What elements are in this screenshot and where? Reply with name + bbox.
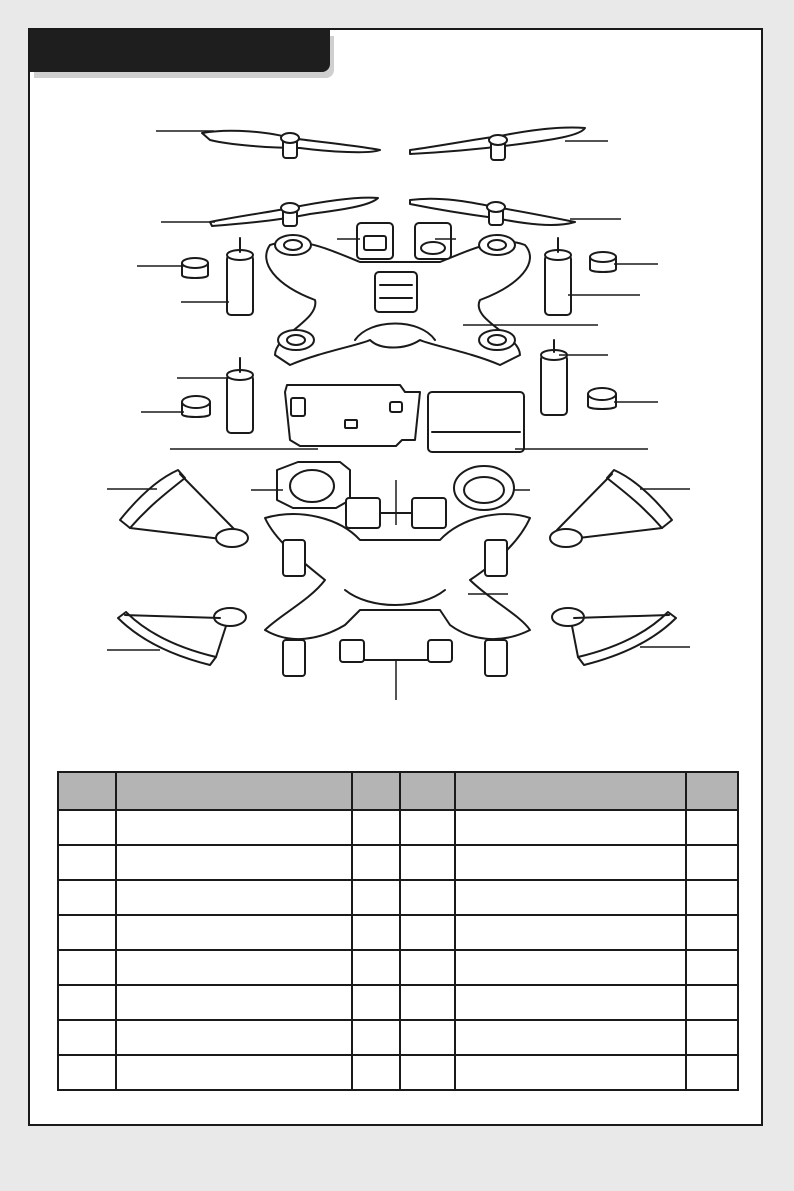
table-cell <box>352 880 400 915</box>
header-no-left <box>58 772 116 810</box>
lens-ring <box>454 466 514 510</box>
table-cell <box>400 985 455 1020</box>
connector-clip-left <box>357 223 393 259</box>
table-row <box>58 810 738 845</box>
table-cell <box>58 880 116 915</box>
table-cell <box>455 880 686 915</box>
table-cell <box>455 950 686 985</box>
table-cell <box>352 810 400 845</box>
landing-skid-left <box>118 608 246 665</box>
table-cell <box>58 810 116 845</box>
table-cell <box>352 845 400 880</box>
table-cell <box>116 985 352 1020</box>
table-cell <box>686 1020 738 1055</box>
table-cell <box>116 1055 352 1090</box>
table-cell <box>686 845 738 880</box>
table-cell <box>455 845 686 880</box>
table-row <box>58 1020 738 1055</box>
table-cell <box>455 1020 686 1055</box>
table-cell <box>116 1020 352 1055</box>
motor-ring-left <box>182 258 208 278</box>
parts-table <box>57 771 739 1091</box>
table-cell <box>352 1055 400 1090</box>
table-row <box>58 1055 738 1090</box>
table-cell <box>58 1020 116 1055</box>
propeller-mid-left <box>210 198 378 226</box>
table-header-row <box>58 772 738 810</box>
table-cell <box>686 810 738 845</box>
table-cell <box>400 915 455 950</box>
header-no-right <box>400 772 455 810</box>
camera-housing <box>277 462 350 508</box>
table-cell <box>352 950 400 985</box>
table-cell <box>58 985 116 1020</box>
motor-left-lower <box>227 358 253 433</box>
table-cell <box>686 1055 738 1090</box>
table-cell <box>58 845 116 880</box>
table-cell <box>455 985 686 1020</box>
propeller-mid-right <box>410 199 575 225</box>
table-cell <box>352 915 400 950</box>
table-cell <box>58 915 116 950</box>
motor-ring-right <box>590 252 616 272</box>
table-row <box>58 985 738 1020</box>
table-cell <box>455 1055 686 1090</box>
table-cell <box>686 985 738 1020</box>
motor-left-upper <box>227 238 253 315</box>
motor-ring-left-lower <box>182 396 210 417</box>
canopy-top-shell <box>266 235 530 365</box>
table-cell <box>455 810 686 845</box>
table-cell <box>455 915 686 950</box>
table-cell <box>400 950 455 985</box>
table-cell <box>400 1020 455 1055</box>
table-row <box>58 880 738 915</box>
header-name-right <box>455 772 686 810</box>
connector-clip-right <box>415 223 451 259</box>
motor-right-upper <box>545 238 571 315</box>
header-qty-left <box>352 772 400 810</box>
table-cell <box>116 880 352 915</box>
table-cell <box>116 845 352 880</box>
motor-right-lower <box>541 340 567 415</box>
table-cell <box>352 1020 400 1055</box>
battery-pack <box>428 392 524 452</box>
table-cell <box>400 810 455 845</box>
table-cell <box>400 880 455 915</box>
motor-ring-right-lower <box>588 388 616 409</box>
lower-frame <box>265 514 530 676</box>
table-cell <box>686 915 738 950</box>
table-cell <box>400 845 455 880</box>
table-cell <box>58 950 116 985</box>
table-cell <box>686 880 738 915</box>
prop-guard-upper-right <box>550 470 672 547</box>
table-cell <box>686 950 738 985</box>
table-cell <box>116 810 352 845</box>
table-cell <box>400 1055 455 1090</box>
propeller-top-right <box>410 127 585 160</box>
table-row <box>58 950 738 985</box>
propeller-top-left <box>202 131 380 158</box>
table-cell <box>58 1055 116 1090</box>
table-row <box>58 915 738 950</box>
header-name-left <box>116 772 352 810</box>
table-row <box>58 845 738 880</box>
table-cell <box>116 915 352 950</box>
prop-guard-upper-left <box>120 470 248 547</box>
battery-tray <box>285 385 420 446</box>
table-cell <box>116 950 352 985</box>
landing-skid-right <box>552 608 676 665</box>
header-qty-right <box>686 772 738 810</box>
table-cell <box>352 985 400 1020</box>
